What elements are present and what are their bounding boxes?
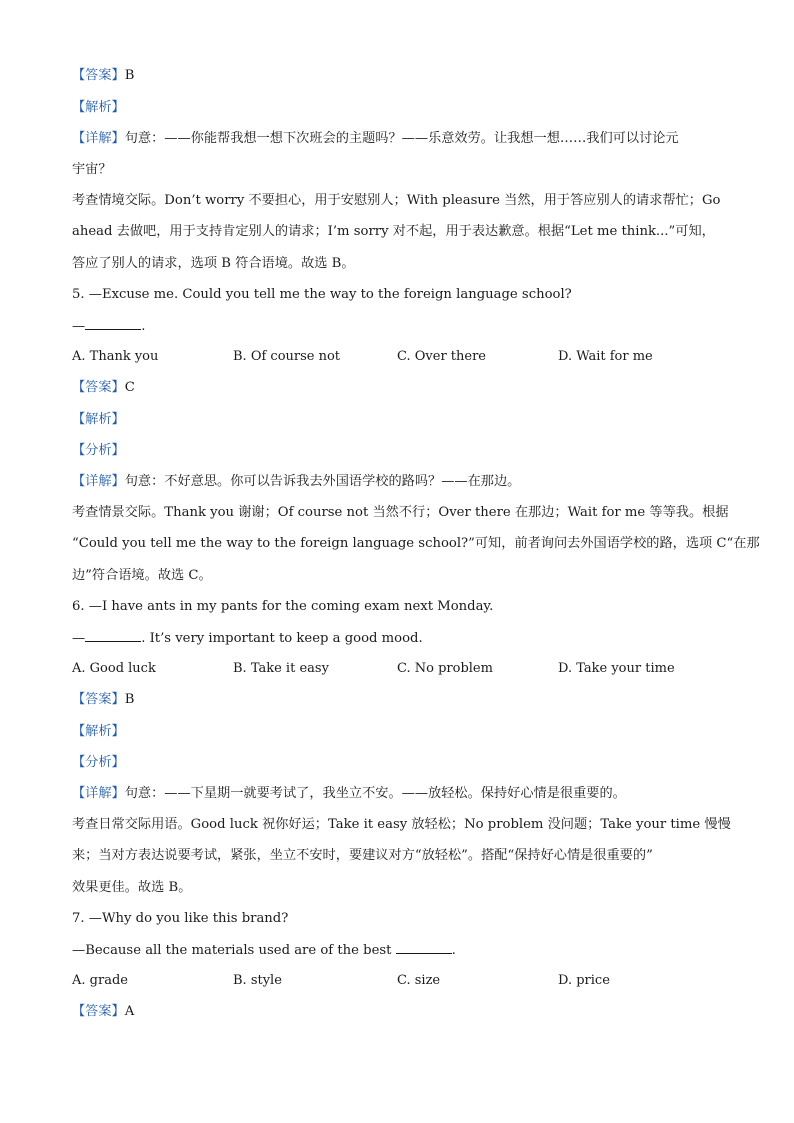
fenxi-label-q6: 【分析】: [72, 755, 125, 770]
answer-blank: [85, 628, 141, 642]
answer-line-q5: 【答案】C: [72, 380, 135, 395]
analysis-label-q6: 【解析】: [72, 724, 125, 739]
answer-value: B: [124, 68, 135, 83]
option-c: C. size: [397, 973, 441, 988]
option-a: A. Thank you: [72, 349, 159, 364]
answer-blank: [85, 316, 141, 330]
explanation-q4-3: 答应了别人的请求，选项 B 符合语境。故选 B。: [72, 256, 355, 271]
explanation-q5-1: 考查情景交际。Thank you 谢谢；Of course not 当然不行；Over there 在那边；Wait for me 等等我。根据: [72, 505, 729, 520]
option-b: B. style: [233, 973, 282, 988]
question-5: 5. —Excuse me. Could you tell me the way to the foreign language school?: [72, 287, 572, 302]
question-5-reply: — .: [72, 316, 734, 337]
explanation-q5-2: “Could you tell me the way to the foreign language school?”可知，前者询问去外国语学校的路，选项 C“在那: [72, 536, 760, 551]
analysis-label-q5: 【解析】: [72, 412, 125, 427]
option-d: D. Take your time: [558, 661, 675, 676]
option-a: A. Good luck: [72, 661, 156, 676]
explanation-q4-2: ahead 去做吧，用于支持肯定别人的请求；I’m sorry 对不起，用于表达歉意。根据“Let me think...”可知，: [72, 224, 715, 239]
detail-line-q4: 【详解】句意：——你能帮我想一想下次班会的主题吗？——乐意效劳。让我想一想……我们可以讨论元: [72, 131, 679, 146]
explanation-q6-3: 效果更佳。故选 B。: [72, 880, 192, 895]
answer-line-q4: [72, 66, 734, 86]
question-6-reply: — . It’s very important to keep a good mood.: [72, 628, 734, 649]
question-7: 7. —Why do you like this brand?: [72, 911, 289, 926]
explanation-q4-1: 考查情境交际。Don’t worry 不要担心，用于安慰别人；With pleasure 当然，用于答应别人的请求帮忙；Go: [72, 193, 721, 208]
question-7-reply: —Because all the materials used are of the best .: [72, 940, 734, 961]
option-b: B. Of course not: [233, 349, 341, 364]
question-6: 6. —I have ants in my pants for the coming exam next Monday.: [72, 599, 494, 614]
detail-line-q5: 【详解】句意：不好意思。你可以告诉我去外国语学校的路吗？——在那边。: [72, 474, 521, 489]
option-a: A. grade: [72, 973, 128, 988]
explanation-q6-2: 来；当对方表达说要考试，紧张，坐立不安时，要建议对方“放轻松”。搭配“保持好心情是很重要的”: [72, 848, 653, 863]
analysis-label-q4: 【解析】: [72, 100, 125, 115]
option-c: C. No problem: [397, 661, 493, 676]
answer-line-q7: 【答案】A: [72, 1004, 135, 1019]
option-d: D. price: [558, 973, 610, 988]
detail-line-q6: 【详解】句意：——下星期一就要考试了，我坐立不安。——放轻松。保持好心情是很重要的。: [72, 786, 626, 801]
explanation-q6-1: 考查日常交际用语。Good luck 祝你好运；Take it easy 放轻松；No problem 没问题；Take your time 慢慢: [72, 817, 731, 832]
answer-blank: [396, 940, 452, 954]
answer-label: 【答案】: [72, 68, 125, 83]
fenxi-label-q5: 【分析】: [72, 443, 125, 458]
option-c: C. Over there: [397, 349, 486, 364]
option-b: B. Take it easy: [233, 661, 329, 676]
detail-line-q4-cont: 宇宙？: [72, 162, 112, 177]
explanation-q5-3: 边”符合语境。故选 C。: [72, 568, 212, 583]
answer-line-q6: 【答案】B: [72, 692, 135, 707]
option-d: D. Wait for me: [558, 349, 653, 364]
